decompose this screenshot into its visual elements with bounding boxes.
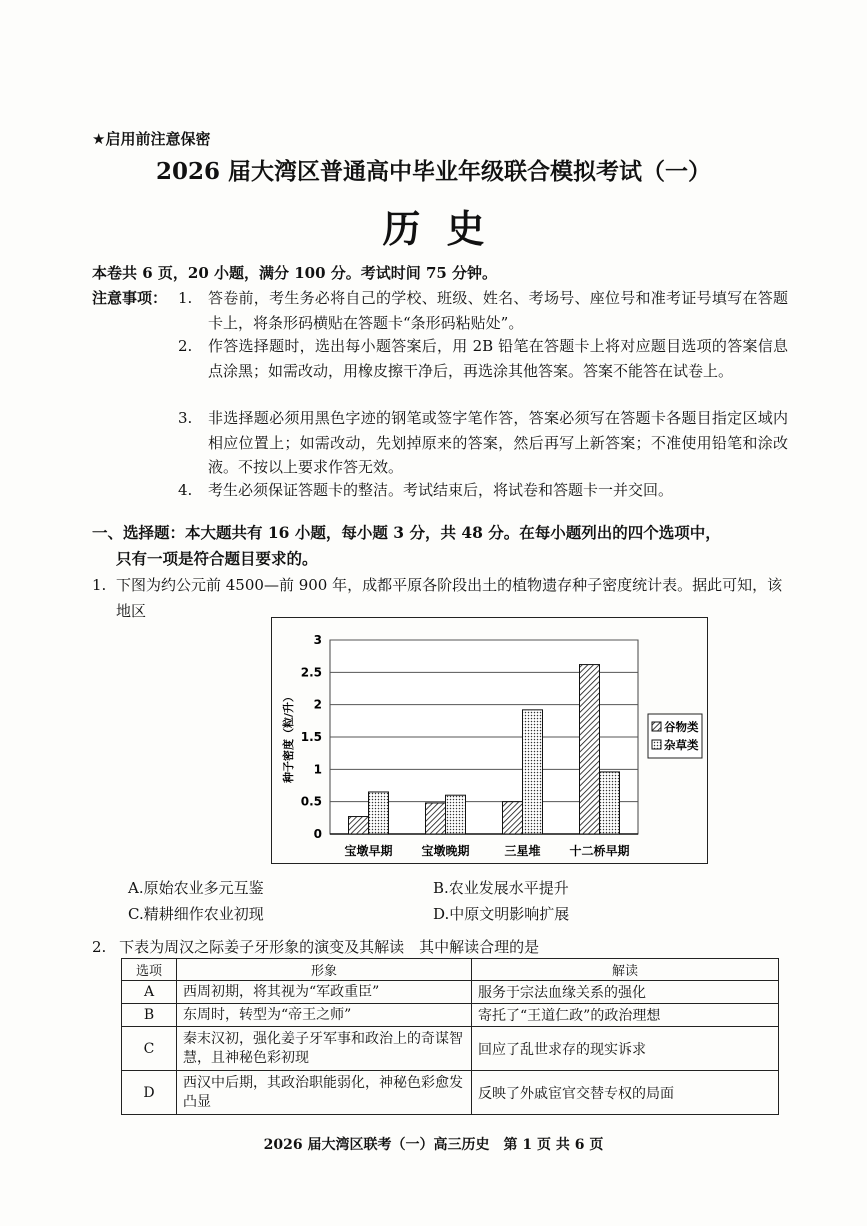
note-item (178, 406, 788, 480)
table-row (122, 1071, 779, 1115)
question-2 (92, 936, 539, 957)
y-axis-label: 种子密度（粒/升） (282, 690, 295, 784)
question-text: 下图为约公元前 4500—前 900 年，成都平原各阶段出土的植物遗存种子密度统计表。据此可知，该地区 (116, 576, 783, 620)
bar-grain (503, 802, 523, 834)
seed-density-chart (271, 617, 708, 864)
section-heading (92, 520, 792, 572)
bar-weed (523, 710, 543, 834)
table-header-row (122, 959, 779, 981)
section-heading-line2: 只有一项是符合题目要求的。 (116, 549, 318, 568)
exam-title: 2026 届大湾区普通高中毕业年级联合模拟考试（一） (155, 158, 712, 185)
x-tick-label: 十二桥早期 (569, 844, 630, 858)
bar-grain (349, 817, 369, 834)
table-row (122, 981, 779, 1004)
question-number: 1. (92, 576, 107, 594)
table-row (122, 1027, 779, 1071)
paper-summary: 本卷共 6 页，20 小题，满分 100 分。考试时间 75 分钟。 (92, 264, 498, 282)
q1-option-a[interactable]: A.原始农业多元互鉴 (128, 879, 264, 897)
table-cell-image: 西周初期，将其视为“军政重臣” (177, 981, 472, 1004)
table-row (122, 1004, 779, 1027)
table-cell-option: D (122, 1071, 177, 1115)
q1-option-d[interactable]: D.中原文明影响扩展 (433, 905, 570, 923)
q1-option-c[interactable]: C.精耕细作农业初现 (128, 905, 264, 923)
note-text: 作答选择题时，选出每小题答案后，用 2B 铅笔在答题卡上将对应题目选项的答案信息点涂黑；如需改动，用橡皮擦干净后，再选涂其他答案。答案不能答在试卷上。 (208, 337, 788, 380)
bar-grain (426, 803, 446, 834)
bar-grain (580, 665, 600, 834)
y-tick-label: 3 (313, 633, 322, 647)
x-tick-label: 宝墩早期 (344, 844, 393, 858)
table-cell-reading: 寄托了“王道仁政”的政治理想 (472, 1004, 779, 1027)
table-cell-option: B (122, 1004, 177, 1027)
bar-weed (446, 795, 466, 834)
legend-label: 谷物类 (664, 720, 699, 734)
y-tick-label: 2.5 (300, 665, 322, 680)
question-text: 下表为周汉之际姜子牙形象的演变及其解读 其中解读合理的是 (119, 938, 540, 956)
legend-swatch (652, 722, 661, 731)
note-item (178, 478, 788, 503)
note-item (178, 286, 788, 335)
table-cell-reading: 反映了外戚宦官交替专权的局面 (472, 1071, 779, 1115)
notes-label: 注意事项： (92, 289, 168, 307)
y-tick-label: 1.5 (300, 730, 322, 744)
table-cell-option: C (122, 1027, 177, 1071)
note-number: 3. (178, 409, 193, 427)
table-cell-image: 东周时，转型为“帝王之师” (177, 1004, 472, 1027)
x-tick-label: 宝墩晚期 (421, 844, 470, 858)
table-header-reading: 解读 (472, 959, 779, 981)
bar-weed (369, 792, 389, 834)
question-number: 2. (92, 938, 107, 956)
note-number: 2. (178, 337, 193, 355)
note-number: 4. (178, 481, 193, 499)
table-header-option: 选项 (122, 959, 177, 981)
bar-weed (600, 772, 620, 834)
x-tick-label: 三星堆 (504, 844, 541, 858)
y-tick-label: 0 (313, 827, 322, 841)
table-cell-image: 西汉中后期，其政治职能弱化，神秘色彩愈发凸显 (177, 1071, 472, 1115)
note-text: 非选择题必须用黑色字迹的钢笔或签字笔作答，答案必须写在答题卡各题目指定区域内相应位置上；如需改动，先划掉原来的答案，然后再写上新答案；不准使用铅笔和涂改液。不按以上要求作答无效。 (208, 409, 788, 476)
note-text: 考生必须保证答题卡的整洁。考试结束后，将试卷和答题卡一并交回。 (208, 481, 674, 499)
chart-svg (272, 618, 706, 862)
secret-label: ★启用前注意保密 (92, 130, 211, 148)
y-tick-label: 2 (313, 697, 322, 712)
q1-option-b[interactable]: B.农业发展水平提升 (433, 879, 569, 897)
legend-label: 杂草类 (664, 738, 699, 752)
image-reading-table (121, 958, 779, 1115)
note-number: 1. (178, 289, 193, 307)
section-heading-line1: 一、选择题：本大题共有 16 小题，每小题 3 分，共 48 分。在每小题列出的四个选项中， (92, 523, 721, 542)
subject-title: 历史 (382, 206, 511, 251)
y-tick-label: 1 (313, 762, 322, 777)
table-cell-option: A (122, 981, 177, 1004)
table-header-image: 形象 (177, 959, 472, 981)
legend-swatch (652, 740, 661, 749)
table-cell-image: 秦末汉初，强化姜子牙军事和政治上的奇谋智慧，且神秘色彩初现 (177, 1027, 472, 1071)
y-tick-label: 0.5 (300, 794, 322, 809)
note-item (178, 334, 788, 383)
table-cell-reading: 回应了乱世求存的现实诉求 (472, 1027, 779, 1071)
table-cell-reading: 服务于宗法血缘关系的强化 (472, 981, 779, 1004)
note-text: 答卷前，考生务必将自己的学校、班级、姓名、考场号、座位号和准考证号填写在答题卡上，将条形码横贴在答题卡“条形码粘贴处”。 (208, 289, 788, 332)
page-footer: 2026 届大湾区联考（一）高三历史 第 1 页 共 6 页 (263, 1137, 604, 1153)
